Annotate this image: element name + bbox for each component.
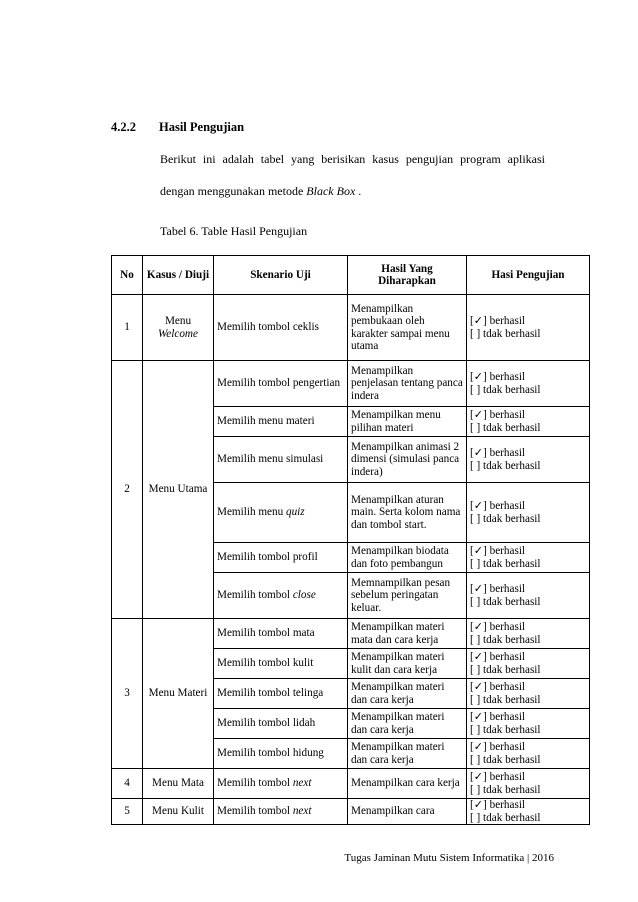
scenario-text: Memilih tombol xyxy=(217,589,293,602)
expected-result: Menampilkan pembukaan oleh karakter sampai menu utama xyxy=(348,295,467,361)
scenario-cell xyxy=(214,769,348,799)
row-number: 3 xyxy=(112,619,143,769)
expected-result: Menampilkan biodata dan foto pembangun xyxy=(348,543,467,573)
case-name xyxy=(143,295,214,361)
result-success: [✓] berhasil xyxy=(470,371,526,383)
result-fail: [ ] tdak berhasil xyxy=(470,723,541,736)
test-result xyxy=(467,769,590,799)
result-fail: [ ] tdak berhasil xyxy=(470,633,541,646)
expected-result: Menampilkan materi mata dan cara kerja xyxy=(348,619,467,649)
expected-result: Menampilkan materi dan cara kerja xyxy=(348,739,467,769)
test-result xyxy=(467,543,590,573)
test-result xyxy=(467,739,590,769)
expected-result: Memnampilkan pesan sebelum peringatan keluar. xyxy=(348,573,467,619)
case-name: Menu Materi xyxy=(143,619,214,769)
result-fail: [ ] tdak berhasil xyxy=(470,811,541,824)
scenario-cell xyxy=(214,573,348,619)
scenario-cell: Memilih tombol lidah xyxy=(214,709,348,739)
scenario-cell: Memilih tombol kulit xyxy=(214,649,348,679)
test-result xyxy=(467,679,590,709)
result-success: [✓] berhasil xyxy=(470,500,526,512)
result-fail: [ ] tdak berhasil xyxy=(470,753,541,766)
result-success: [✓] berhasil xyxy=(470,621,526,633)
result-success: [✓] berhasil xyxy=(470,409,526,421)
case-name: Menu Utama xyxy=(143,361,214,619)
expected-result: Menampilkan animasi 2 dimensi (simulasi panca indera) xyxy=(348,437,467,483)
test-result xyxy=(467,407,590,437)
result-fail: [ ] tdak berhasil xyxy=(470,421,541,434)
scenario-text: Memilih tombol xyxy=(217,805,293,818)
case-italic: Welcome xyxy=(158,327,198,340)
test-result xyxy=(467,295,590,361)
table-body xyxy=(112,295,590,825)
table-row xyxy=(112,799,590,825)
result-success: [✓] berhasil xyxy=(470,681,526,693)
scenario-cell: Memilih menu materi xyxy=(214,407,348,437)
scenario-cell: Memilih tombol mata xyxy=(214,619,348,649)
test-result xyxy=(467,709,590,739)
result-fail: [ ] tdak berhasil xyxy=(470,663,541,676)
scenario-italic: quiz xyxy=(285,506,305,519)
result-fail: [ ] tdak berhasil xyxy=(470,459,541,472)
result-success: [✓] berhasil xyxy=(470,741,526,753)
table-row xyxy=(112,295,590,361)
header-no: No xyxy=(112,256,143,295)
expected-result: Menampilkan materi dan cara kerja xyxy=(348,679,467,709)
intro-line-2-end: . xyxy=(355,184,362,198)
case-name: Menu Mata xyxy=(143,769,214,799)
scenario-cell xyxy=(214,483,348,543)
test-result xyxy=(467,573,590,619)
expected-result: Menampilkan materi dan cara kerja xyxy=(348,709,467,739)
row-number: 5 xyxy=(112,799,143,825)
test-result xyxy=(467,483,590,543)
section-number: 4.2.2 xyxy=(111,120,136,134)
result-success: [✓] berhasil xyxy=(470,315,526,327)
result-success: [✓] berhasil xyxy=(470,771,526,783)
intro-line-2 xyxy=(160,184,361,199)
expected-result: Menampilkan aturan main. Serta kolom nama dan tombol start. xyxy=(348,483,467,543)
scenario-cell: Memilih tombol pengertian xyxy=(214,361,348,407)
expected-result: Menampilkan penjelasan tentang panca indera xyxy=(348,361,467,407)
test-result xyxy=(467,619,590,649)
result-fail: [ ] tdak berhasil xyxy=(470,383,541,396)
result-success: [✓] berhasil xyxy=(470,447,526,459)
table-row xyxy=(112,361,590,407)
expected-result: Menampilkan materi kulit dan cara kerja xyxy=(348,649,467,679)
header-case: Kasus / Diuji xyxy=(143,256,214,295)
test-result xyxy=(467,437,590,483)
intro-black-box: Black Box xyxy=(306,184,356,198)
scenario-cell: Memilih tombol telinga xyxy=(214,679,348,709)
scenario-text: Memilih tombol xyxy=(217,777,293,790)
expected-result: Menampilkan menu pilihan materi xyxy=(348,407,467,437)
result-fail: [ ] tdak berhasil xyxy=(470,595,541,608)
scenario-cell xyxy=(214,799,348,825)
result-fail: [ ] tdak berhasil xyxy=(470,557,541,570)
test-result xyxy=(467,361,590,407)
scenario-cell: Memilih tombol hidung xyxy=(214,739,348,769)
header-scenario: Skenario Uji xyxy=(214,256,348,295)
scenario-italic: next xyxy=(292,777,312,790)
result-fail: [ ] tdak berhasil xyxy=(470,512,541,525)
result-fail: [ ] tdak berhasil xyxy=(470,783,541,796)
result-fail: [ ] tdak berhasil xyxy=(470,327,541,340)
table-header-row xyxy=(112,256,590,295)
section-title: Hasil Pengujian xyxy=(159,120,245,134)
row-number: 2 xyxy=(112,361,143,619)
table-row xyxy=(112,769,590,799)
case-name: Menu Kulit xyxy=(143,799,214,825)
header-result: Hasi Pengujian xyxy=(467,256,590,295)
page-footer: Tugas Jaminan Mutu Sistem Informatika | 2016 xyxy=(344,852,554,864)
scenario-cell: Memilih menu simulasi xyxy=(214,437,348,483)
result-success: [✓] berhasil xyxy=(470,545,526,557)
row-number: 1 xyxy=(112,295,143,361)
row-number: 4 xyxy=(112,769,143,799)
scenario-text: Memilih menu xyxy=(217,506,286,519)
result-success: [✓] berhasil xyxy=(470,711,526,723)
intro-line-1: Berikut ini adalah tabel yang berisikan kasus pengujian program aplikasi xyxy=(160,152,545,166)
intro-line-2-text: dengan menggunakan metode xyxy=(160,184,307,198)
scenario-italic: close xyxy=(292,589,316,602)
result-success: [✓] berhasil xyxy=(470,799,526,811)
scenario-italic: next xyxy=(292,805,312,818)
result-fail: [ ] tdak berhasil xyxy=(470,693,541,706)
table-caption: Tabel 6. Table Hasil Pengujian xyxy=(160,224,308,238)
result-success: [✓] berhasil xyxy=(470,651,526,663)
section-heading xyxy=(111,120,244,135)
scenario-cell: Memilih tombol ceklis xyxy=(214,295,348,361)
scenario-cell: Memilih tombol profil xyxy=(214,543,348,573)
header-expected: Hasil Yang Diharapkan xyxy=(348,256,467,295)
result-success: [✓] berhasil xyxy=(470,583,526,595)
expected-result: Menampilkan cara kerja xyxy=(348,769,467,799)
table-row xyxy=(112,619,590,649)
test-result xyxy=(467,799,590,825)
case-line: Menu xyxy=(164,315,192,327)
expected-result: Menampilkan cara xyxy=(348,799,467,825)
test-result xyxy=(467,649,590,679)
test-results-table xyxy=(111,255,590,825)
